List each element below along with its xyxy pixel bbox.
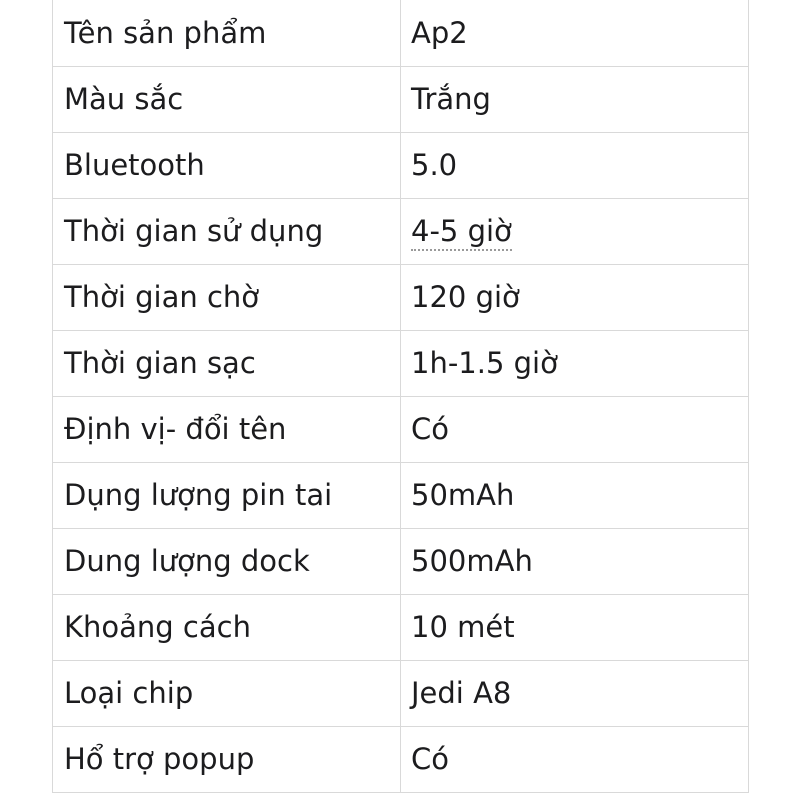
table-row [53, 726, 749, 792]
spec-label: Khoảng cách [53, 594, 401, 660]
table-row [53, 462, 749, 528]
spec-label: Thời gian sạc [53, 330, 401, 396]
spec-label: Hổ trợ popup [53, 726, 401, 792]
spec-label: Dung lượng dock [53, 528, 401, 594]
spec-value: Có [401, 726, 749, 792]
spec-value: Jedi A8 [401, 660, 749, 726]
table-row [53, 198, 749, 264]
spec-label: Thời gian sử dụng [53, 198, 401, 264]
table-row [53, 132, 749, 198]
spec-value: Trắng [401, 66, 749, 132]
spec-value: Ap2 [401, 0, 749, 66]
spec-value: 5.0 [401, 132, 749, 198]
table-row [53, 528, 749, 594]
spec-value-cell [401, 198, 749, 264]
table-row [53, 264, 749, 330]
table-row [53, 330, 749, 396]
spec-value: 50mAh [401, 462, 749, 528]
spec-label: Tên sản phẩm [53, 0, 401, 66]
table-row [53, 660, 749, 726]
spec-value: 1h-1.5 giờ [401, 330, 749, 396]
spec-label: Định vị- đổi tên [53, 396, 401, 462]
spec-value: 500mAh [401, 528, 749, 594]
spec-label: Màu sắc [53, 66, 401, 132]
spec-value: Có [401, 396, 749, 462]
spec-label: Loại chip [53, 660, 401, 726]
table-row [53, 396, 749, 462]
spec-value: 120 giờ [401, 264, 749, 330]
spec-label: Dụng lượng pin tai [53, 462, 401, 528]
table-row [53, 594, 749, 660]
spec-label: Thời gian chờ [53, 264, 401, 330]
spec-value: 4-5 giờ [411, 214, 512, 251]
spec-value: 10 mét [401, 594, 749, 660]
spec-label: Bluetooth [53, 132, 401, 198]
spec-table [52, 0, 749, 793]
table-row [53, 0, 749, 66]
table-row [53, 66, 749, 132]
